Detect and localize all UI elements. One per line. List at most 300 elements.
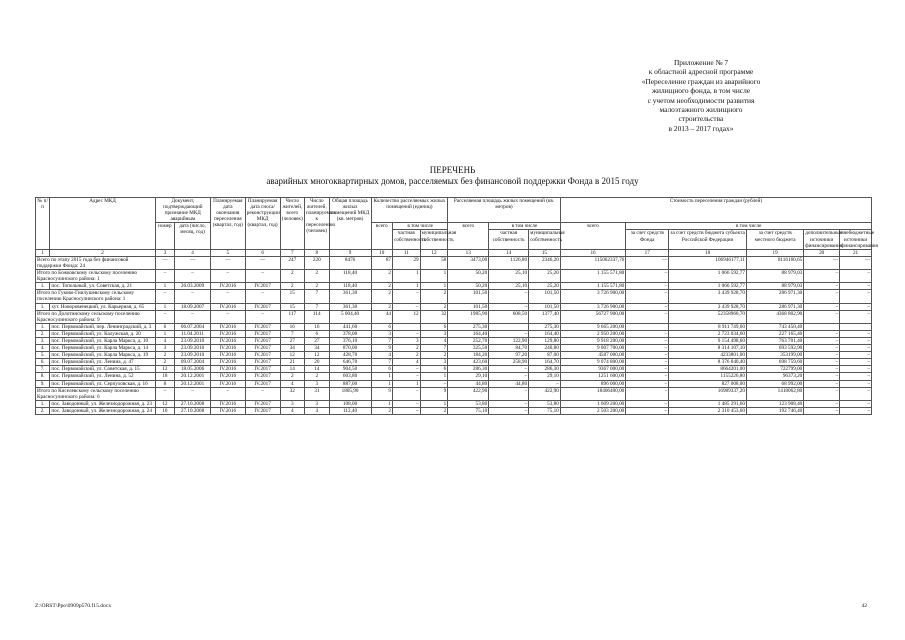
row-number: 7.: [36, 366, 50, 373]
header-cost-fund: за счет средств Фонда: [626, 230, 669, 249]
table-cell: –: [840, 359, 872, 366]
table-cell: –: [840, 373, 872, 380]
table-cell: 14: [305, 366, 330, 373]
table-cell: 32: [280, 387, 305, 400]
header-cost: Стоимость переселения граждан (рублей): [560, 198, 871, 223]
table-cell: 353199,00: [746, 352, 803, 359]
table-cell: 2: [420, 407, 448, 414]
subtotal-row: [36, 290, 872, 303]
table-cell: –: [626, 359, 669, 366]
table-cell: 220: [305, 256, 330, 269]
column-number: 17: [626, 249, 669, 256]
table-cell: 1: [371, 380, 392, 387]
table-cell: 12: [155, 400, 174, 407]
table-cell: 2: [420, 303, 448, 310]
table-cell: IV.2016: [210, 400, 245, 407]
table-cell: 603,80: [329, 373, 371, 380]
table-cell: 164,40: [448, 330, 489, 337]
column-number: 14: [489, 249, 529, 256]
table-cell: —: [804, 256, 840, 269]
table-cell: 58: [420, 256, 448, 269]
table-cell: 12: [280, 352, 305, 359]
table-cell: 15: [280, 303, 305, 310]
table-cell: 887,00: [329, 380, 371, 387]
table-cell: 1: [371, 400, 392, 407]
table-cell: 441,60: [329, 323, 371, 330]
table-cell: –: [840, 290, 872, 303]
header-area-private: частная собственность: [489, 230, 529, 249]
table-cell: –: [489, 373, 529, 380]
table-cell: –: [840, 400, 872, 407]
table-cell: –: [626, 345, 669, 352]
column-number: 21: [840, 249, 872, 256]
table-cell: 7: [371, 359, 392, 366]
table-cell: 693 592,90: [746, 345, 803, 352]
table-cell: 101,50: [448, 303, 489, 310]
table-cell: 8476: [329, 256, 371, 269]
table-cell: –: [804, 387, 840, 400]
table-cell: 9: [371, 387, 392, 400]
column-number: 7: [280, 249, 305, 256]
table-cell: 3: [420, 359, 448, 366]
table-cell: IV.2016: [210, 345, 245, 352]
table-cell: 252,70: [448, 337, 489, 344]
row-number: 8.: [36, 373, 50, 380]
table-cell: 15: [280, 290, 305, 303]
table-cell: 118,40: [329, 270, 371, 283]
row-address: пос. Первомайский, ул. Карла Маркса, д. 19: [50, 352, 155, 359]
table-cell: IV.2017: [245, 303, 280, 310]
table-cell: 108,00: [329, 400, 371, 407]
table-cell: 52358960,70: [669, 310, 747, 323]
table-cell: 5 004,40: [329, 310, 371, 323]
table-cell: –: [804, 380, 840, 387]
table-cell: 378,00: [329, 330, 371, 337]
appendix-line: малоэтажного жилищного: [659, 105, 743, 115]
table-cell: 3: [155, 345, 174, 352]
table-cell: 34: [305, 345, 330, 352]
table-cell: 9 007 700,00: [560, 345, 625, 352]
table-cell: 743 450,40: [746, 323, 803, 330]
table-cell: 4368 802,90: [746, 310, 803, 323]
table-cell: –: [393, 366, 421, 373]
table-cell: 18.09.2007: [175, 303, 211, 310]
appendix-line: в 2013 – 2017 годах»: [668, 123, 734, 133]
table-cell: 16989337,20: [669, 387, 747, 400]
table-cell: 88 979,03: [746, 270, 803, 283]
table-cell: 9 074 800,00: [560, 359, 625, 366]
table-cell: 2: [420, 290, 448, 303]
table-cell: —: [155, 256, 174, 269]
table-cell: 20.12.2001: [175, 380, 211, 387]
table-cell: –: [393, 303, 421, 310]
table-cell: –: [804, 359, 840, 366]
table-row: [36, 283, 872, 290]
table-cell: IV.2016: [210, 330, 245, 337]
table-cell: 2: [371, 303, 392, 310]
header-row: [36, 223, 872, 230]
table-cell: 4: [420, 337, 448, 344]
table-cell: 53,80: [448, 400, 489, 407]
header-cost-local: за счет средств местного бюджета: [746, 230, 803, 249]
table-cell: 827 008,00: [669, 380, 747, 387]
table-cell: –: [840, 407, 872, 414]
table-cell: –: [210, 310, 245, 323]
row-number: 2.: [36, 330, 50, 337]
table-cell: 101,50: [529, 303, 561, 310]
row-number: 3.: [36, 337, 50, 344]
column-number: 2: [50, 249, 155, 256]
table-cell: –: [626, 366, 669, 373]
table-cell: –: [840, 270, 872, 283]
appendix-line: строительства: [678, 114, 724, 124]
header-row: [36, 198, 872, 223]
table-cell: 1985,90: [448, 310, 489, 323]
row-address: пос. Заводонный, ул. Железнодорожная, д. 23: [50, 400, 155, 407]
table-cell: 27.10.2008: [175, 400, 211, 407]
table-cell: 6: [420, 323, 448, 330]
table-cell: –: [804, 352, 840, 359]
header-premises-including: в том числе: [393, 223, 448, 230]
row-address: пос. Заводонный, ул. Железнодорожная, д. 24: [50, 407, 155, 414]
table-cell: —: [840, 256, 872, 269]
table-cell: 904,50: [329, 366, 371, 373]
table-cell: –: [840, 330, 872, 337]
header-residents: Число жителей, всего (человек): [280, 198, 305, 250]
table-cell: –: [804, 310, 840, 323]
header-cost-regional: за счет средств бюджета субъекта Российской Федерации: [669, 230, 747, 249]
table-cell: 118,40: [329, 283, 371, 290]
table-cell: 184,20: [448, 352, 489, 359]
table-cell: 1: [393, 270, 421, 283]
table-cell: 428,70: [329, 352, 371, 359]
row-label: Итого по Долотинскому сельскому поселению Красносулинского района: 9: [36, 310, 156, 323]
table-cell: 18406400,00: [560, 387, 625, 400]
table-cell: 2: [305, 283, 330, 290]
table-cell: –: [626, 352, 669, 359]
row-address: пос. Первомайский, пер. Ленинградский, д. 3: [50, 323, 155, 330]
table-cell: [804, 323, 840, 330]
table-cell: 27: [305, 337, 330, 344]
table-cell: –: [840, 303, 872, 310]
header-area-total: всего: [448, 223, 489, 249]
header-cost-total: всего: [560, 223, 625, 249]
table-cell: 06.07.2004: [175, 323, 211, 330]
table-cell: 29: [393, 256, 421, 269]
table-cell: 1: [155, 330, 174, 337]
table-cell: 12: [155, 366, 174, 373]
table-cell: 25,20: [529, 283, 561, 290]
table-cell: 88 979,03: [746, 283, 803, 290]
table-cell: –: [245, 310, 280, 323]
file-path-footer: Z:\ORST\Ppo\0909p570.f15.docx: [35, 603, 112, 609]
row-label: Итого по Киселевскому сельскому поселению Красносулинского района: 6: [36, 387, 156, 400]
table-cell: 1 155 571,80: [560, 283, 625, 290]
table-cell: –: [489, 407, 529, 414]
table-cell: IV.2016: [210, 337, 245, 344]
table-cell: 25,20: [529, 270, 561, 283]
table-cell: –: [489, 290, 529, 303]
table-cell: 50,20: [448, 283, 489, 290]
table-cell: 34: [280, 345, 305, 352]
table-cell: 2: [393, 352, 421, 359]
header-premises-private: частная собственность: [393, 230, 421, 249]
header-planned-resettlement: Планируемая дата окончания переселения (квартал, год): [210, 198, 245, 250]
subtotal-row: [36, 256, 872, 269]
row-number: 2.: [36, 407, 50, 414]
table-row: [36, 303, 872, 310]
document-title: [0, 165, 905, 186]
row-address: пос. Первомайский, ул. Ленина, д. 47: [50, 359, 155, 366]
table-cell: 423,60: [448, 359, 489, 366]
table-cell: 50,20: [448, 270, 489, 283]
table-cell: 7: [305, 303, 330, 310]
table-cell: –: [804, 373, 840, 380]
table-cell: –: [626, 337, 669, 344]
column-number: 12: [420, 249, 448, 256]
table-cell: –: [840, 380, 872, 387]
row-label: Итого по Гуково-Гнилушевскому сельскому поселению Красносулинского района: 1: [36, 290, 156, 303]
table-cell: –: [626, 330, 669, 337]
column-number: 6: [245, 249, 280, 256]
table-row: [36, 337, 872, 344]
table-cell: 8 314 107,10: [669, 345, 747, 352]
table-cell: 2: [280, 270, 305, 283]
table-cell: 44: [371, 310, 392, 323]
table-cell: 44,80: [489, 380, 529, 387]
table-cell: IV.2017: [245, 330, 280, 337]
table-row: [36, 352, 872, 359]
table-cell: –: [175, 270, 211, 283]
header-premises-count: Количество расселяемых жилых помещений (единиц): [371, 198, 448, 223]
row-number: 1.: [36, 303, 50, 310]
header-doc-date: дата (число, месяц, год): [175, 223, 211, 249]
table-cell: 117: [280, 310, 305, 323]
header-document: Документ, подтверждающий признание МКД аварийным: [155, 198, 210, 223]
table-cell: 240,80: [529, 345, 561, 352]
table-cell: 25,10: [489, 283, 529, 290]
table-cell: IV.2016: [210, 380, 245, 387]
table-cell: IV.2017: [245, 337, 280, 344]
table-cell: IV.2017: [245, 323, 280, 330]
table-cell: –: [840, 310, 872, 323]
column-number: 16: [560, 249, 625, 256]
table-cell: –: [155, 387, 174, 400]
table-row: [36, 400, 872, 407]
table-cell: —: [175, 256, 211, 269]
table-cell: 4: [280, 407, 305, 414]
table-cell: 361,30: [329, 290, 371, 303]
row-address: хут. Новоровенецкий, ул. Карьерная, д. 65: [50, 303, 155, 310]
table-body: [36, 256, 872, 414]
table-cell: 16: [280, 323, 305, 330]
table-cell: –: [840, 387, 872, 400]
header-num: № п/п: [36, 198, 50, 250]
table-cell: 1126,80: [489, 256, 529, 269]
table-cell: 1: [420, 270, 448, 283]
table-cell: 56727 900,00: [560, 310, 625, 323]
table-cell: –: [489, 330, 529, 337]
table-cell: –: [804, 407, 840, 414]
table-cell: 44,80: [448, 380, 489, 387]
header-cost-offbudget: внебюджетные источники финансирования: [841, 230, 878, 249]
table-cell: 2: [155, 352, 174, 359]
table-cell: –: [245, 387, 280, 400]
table-cell: 26.03.2009: [175, 283, 211, 290]
table-cell: 3: [393, 337, 421, 344]
subtotal-row: [36, 270, 872, 283]
table-cell: 286 971,30: [746, 303, 803, 310]
table-cell: —: [626, 256, 669, 269]
column-number: 20: [804, 249, 840, 256]
table-cell: 29,10: [529, 373, 561, 380]
table-cell: 1 485 291,60: [669, 400, 747, 407]
table-cell: 115062337,76: [560, 256, 625, 269]
table-cell: –: [245, 290, 280, 303]
table-cell: [626, 323, 669, 330]
table-cell: 112,40: [329, 407, 371, 414]
subtotal-row: [36, 310, 872, 323]
table-cell: 18: [155, 373, 174, 380]
table-cell: 2: [155, 359, 174, 366]
table-cell: 14: [280, 366, 305, 373]
header-cost-including: в том числе: [626, 223, 872, 230]
table-cell: 2: [280, 373, 305, 380]
table-row: [36, 407, 872, 414]
table-cell: 164,40: [529, 330, 561, 337]
table-cell: –: [804, 366, 840, 373]
table-cell: 2: [371, 290, 392, 303]
table-cell: IV.2016: [210, 352, 245, 359]
appendix-line: «Переселение граждан из аварийного: [641, 76, 761, 86]
column-number: 4: [175, 249, 211, 256]
table-cell: 96373,20: [746, 373, 803, 380]
table-cell: –: [804, 290, 840, 303]
resettlement-table: [35, 197, 878, 415]
table-cell: –: [626, 373, 669, 380]
appendix-line: с учетом необходимости развития: [647, 95, 755, 105]
table-cell: –: [840, 366, 872, 373]
table-cell: 2: [371, 270, 392, 283]
table-cell: 2: [393, 345, 421, 352]
table-cell: –: [245, 270, 280, 283]
table-cell: 16: [305, 323, 330, 330]
table-cell: –: [393, 387, 421, 400]
table-cell: 164,70: [529, 359, 561, 366]
table-cell: –: [155, 270, 174, 283]
page-number: 42: [861, 603, 867, 609]
table-cell: 2: [280, 283, 305, 290]
table-row: [36, 366, 872, 373]
table-cell: IV.2017: [245, 359, 280, 366]
header-doc-number: номер: [155, 223, 174, 249]
table-cell: 4587 000,00: [560, 352, 625, 359]
table-cell: —: [245, 256, 280, 269]
table-cell: 75,10: [529, 407, 561, 414]
table-cell: 8 911 749,60: [669, 323, 747, 330]
table-cell: 8116160,65: [746, 256, 803, 269]
table-row: [36, 323, 872, 330]
table-cell: 27.10.2008: [175, 407, 211, 414]
table-row: [36, 345, 872, 352]
row-address: пос. Первомайский, ул. Карла Маркса, д. 14: [50, 345, 155, 352]
table-cell: –: [529, 380, 561, 387]
table-cell: –: [804, 400, 840, 407]
table-cell: IV.2016: [210, 323, 245, 330]
table-cell: 4: [393, 359, 421, 366]
table-cell: 1251 600,00: [560, 373, 625, 380]
table-cell: –: [489, 387, 529, 400]
title-line-1: ПЕРЕЧЕНЬ: [429, 165, 476, 175]
table-cell: IV.2017: [245, 283, 280, 290]
table-cell: 361,30: [329, 303, 371, 310]
table-cell: 1805,90: [329, 387, 371, 400]
table-cell: 97,20: [489, 352, 529, 359]
table-cell: 325,50: [448, 345, 489, 352]
subtotal-row: [36, 387, 872, 400]
table-cell: 3: [305, 400, 330, 407]
table-cell: 29,10: [448, 373, 489, 380]
table-cell: 9 918 200,00: [560, 337, 625, 344]
table-cell: 1418062,80: [746, 387, 803, 400]
table-cell: 1: [420, 400, 448, 407]
table-cell: –: [155, 290, 174, 303]
table-cell: 1 066 592,77: [669, 270, 747, 283]
column-number: 18: [669, 249, 747, 256]
table-cell: –: [626, 387, 669, 400]
header-premises-total: всего: [371, 223, 392, 249]
table-cell: IV.2017: [245, 380, 280, 387]
table-cell: 27: [280, 337, 305, 344]
table-cell: 3 726 900,00: [560, 290, 625, 303]
table-cell: 2: [305, 270, 330, 283]
row-address: пос. Первомайский, ул. Ленина, д. 52: [50, 373, 155, 380]
table-cell: IV.2016: [210, 407, 245, 414]
table-cell: –: [626, 380, 669, 387]
table-cell: 84,70: [489, 345, 529, 352]
table-cell: 896 000,00: [560, 380, 625, 387]
table-cell: 722799,00: [746, 366, 803, 373]
table-cell: –: [210, 290, 245, 303]
table-cell: 7: [305, 290, 330, 303]
table-cell: IV.2016: [210, 303, 245, 310]
table-cell: –: [840, 337, 872, 344]
table-cell: 101,50: [529, 290, 561, 303]
row-number: 6.: [36, 359, 50, 366]
table-cell: –: [840, 352, 872, 359]
table-cell: 129,80: [529, 337, 561, 344]
table-cell: IV.2016: [210, 366, 245, 373]
table-cell: 11.04.2011: [175, 330, 211, 337]
table-cell: 192 746,40: [746, 407, 803, 414]
table-cell: 9 154 498,60: [669, 337, 747, 344]
row-address: пос. Топольный, ул. Советская, д. 21: [50, 283, 155, 290]
table-cell: 227 165,40: [746, 330, 803, 337]
table-cell: 7: [420, 345, 448, 352]
table-cell: 31: [305, 387, 330, 400]
table-cell: –: [626, 303, 669, 310]
table-cell: 7: [280, 330, 305, 337]
header-cost-additional: дополнительные источники финансирования: [805, 230, 843, 249]
table-cell: –: [626, 310, 669, 323]
table-cell: 25,10: [489, 270, 529, 283]
row-number: 1.: [36, 400, 50, 407]
table-cell: 12: [305, 352, 330, 359]
table-cell: –: [489, 400, 529, 407]
table-cell: 376,10: [329, 337, 371, 344]
table-cell: –: [175, 387, 211, 400]
table-cell: –: [155, 310, 174, 323]
